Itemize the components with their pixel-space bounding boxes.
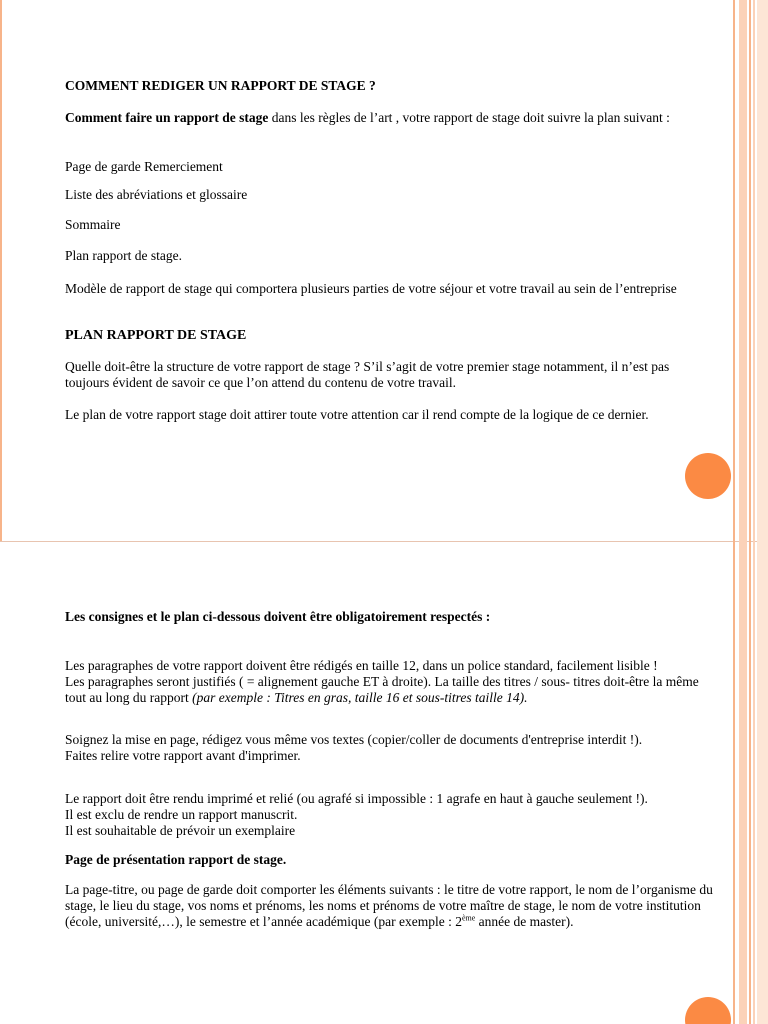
plan-item: Modèle de rapport de stage qui comportera plusieurs parties de votre séjour et votre travail au sein de l’entreprise [65, 281, 677, 296]
paragraph [65, 732, 715, 764]
slide1-title: COMMENT REDIGER UN RAPPORT DE STAGE ? [65, 78, 376, 93]
slide2-heading: Les consignes et le plan ci-dessous doivent être obligatoirement respectés : [65, 609, 491, 624]
paragraph-italic-text: (par exemple : Titres en gras, taille 16 et sous-titres taille 14). [192, 690, 528, 705]
paragraph [65, 791, 715, 839]
paragraph: Quelle doit-être la structure de votre rapport de stage ? S’il s’agit de votre premier stage notamment, il n’est pas toujours évident de savoir ce que l’on attend du contenu de votre travail. [65, 359, 670, 390]
superscript-text: ème [461, 913, 476, 923]
right-stripe [733, 0, 735, 541]
paragraph-text: année de master). [475, 914, 574, 929]
orange-circle-decoration [685, 453, 731, 499]
paragraph-line [65, 674, 715, 706]
intro-bold-text: Comment faire un rapport de stage [65, 110, 269, 125]
left-accent-stripe [0, 0, 2, 541]
plan-item: Sommaire [65, 217, 121, 232]
paragraph [65, 658, 715, 706]
slide1-intro [65, 110, 715, 126]
right-stripe [753, 541, 755, 1024]
right-stripe [753, 0, 755, 541]
paragraph [65, 882, 715, 930]
paragraph-text: La page-titre, ou page de garde doit comporter les éléments suivants : le titre de votre rapport, le nom de l’organisme du stage, le lieu du stage, vos noms et prénoms, les noms et prénoms de votre maître de stage, le nom de votre institution (école, université,…), le semestre et l’année académique (par exemple : 2 [65, 882, 713, 929]
plan-item: Plan rapport de stage. [65, 248, 182, 263]
paragraph-line: Les paragraphes de votre rapport doivent être rédigés en taille 12, dans un police standard, facilement lisible ! [65, 658, 658, 673]
right-stripe [749, 541, 751, 1024]
orange-circle-decoration [685, 997, 731, 1024]
paragraph-line: Le rapport doit être rendu imprimé et relié (ou agrafé si impossible : 1 agrafe en haut à gauche seulement !). [65, 791, 648, 806]
paragraph: Le plan de votre rapport stage doit attirer toute votre attention car il rend compte de la logique de ce dernier. [65, 407, 649, 422]
right-stripe [739, 541, 747, 1024]
section-title: PLAN RAPPORT DE STAGE [65, 328, 247, 343]
paragraph-text: Les paragraphes seront justifiés ( = alignement gauche ET à droite). La taille des titres / sous- titres doit-être la même tout au long du rapport [65, 674, 699, 705]
paragraph-line: Soignez la mise en page, rédigez vous même vos textes (copier/coller de documents d'entreprise interdit !). [65, 732, 643, 747]
paragraph-line: Il est exclu de rendre un rapport manuscrit. [65, 807, 298, 822]
paragraph-line: Il est souhaitable de prévoir un exemplaire [65, 823, 296, 838]
subheading: Page de présentation rapport de stage. [65, 852, 287, 867]
right-stripe [733, 541, 735, 1024]
right-stripe [757, 541, 768, 1024]
slide-2 [0, 541, 768, 1024]
plan-item: Page de garde Remerciement [65, 159, 223, 174]
right-stripe [757, 0, 768, 541]
right-stripe [739, 0, 747, 541]
paragraph-line: Faites relire votre rapport avant d'imprimer. [65, 748, 301, 763]
plan-item: Liste des abréviations et glossaire [65, 187, 248, 202]
right-stripe [749, 0, 751, 541]
intro-text: dans les règles de l’art , votre rapport de stage doit suivre la plan suivant : [268, 110, 670, 125]
